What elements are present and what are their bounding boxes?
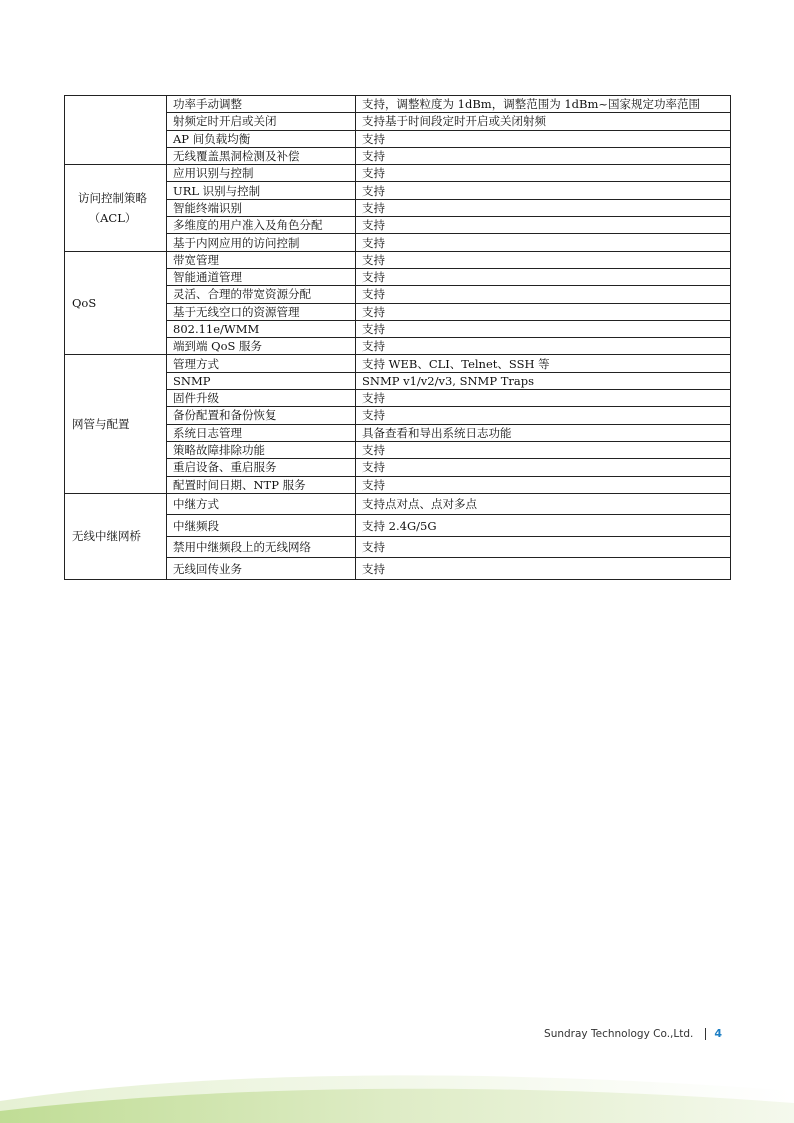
feature-cell: 管理方式 bbox=[167, 355, 356, 372]
company-name: Sundray Technology Co.,Ltd. bbox=[544, 1027, 694, 1040]
value-cell: 支持基于时间段定时开启或关闭射频 bbox=[356, 113, 731, 130]
category-cell bbox=[65, 96, 167, 165]
value-cell: 支持 2.4G/5G bbox=[356, 515, 731, 537]
value-cell: 支持 bbox=[356, 199, 731, 216]
value-cell: 具备查看和导出系统日志功能 bbox=[356, 424, 731, 441]
value-cell: 支持 bbox=[356, 147, 731, 164]
feature-cell: 策略故障排除功能 bbox=[167, 441, 356, 458]
category-cell: 无线中继网桥 bbox=[65, 493, 167, 579]
feature-cell: 重启设备、重启服务 bbox=[167, 459, 356, 476]
page-number: 4 bbox=[714, 1027, 722, 1040]
page-footer bbox=[544, 1027, 722, 1040]
footer-separator bbox=[705, 1028, 706, 1040]
category-cell: 访问控制策略（ACL） bbox=[65, 165, 167, 251]
category-cell: 网管与配置 bbox=[65, 355, 167, 493]
table-row bbox=[65, 165, 731, 182]
value-cell: 支持 bbox=[356, 390, 731, 407]
spec-table bbox=[64, 95, 731, 580]
table-row bbox=[65, 96, 731, 113]
feature-cell: 带宽管理 bbox=[167, 251, 356, 268]
value-cell: 支持 bbox=[356, 558, 731, 580]
feature-cell: 固件升级 bbox=[167, 390, 356, 407]
value-cell: SNMP v1/v2/v3, SNMP Traps bbox=[356, 372, 731, 389]
value-cell: 支持点对点、点对多点 bbox=[356, 493, 731, 515]
feature-cell: 多维度的用户准入及角色分配 bbox=[167, 217, 356, 234]
feature-cell: 配置时间日期、NTP 服务 bbox=[167, 476, 356, 493]
value-cell: 支持，调整粒度为 1dBm，调整范围为 1dBm~国家规定功率范围 bbox=[356, 96, 731, 113]
feature-cell: 备份配置和备份恢复 bbox=[167, 407, 356, 424]
value-cell: 支持 bbox=[356, 182, 731, 199]
value-cell: 支持 bbox=[356, 234, 731, 251]
value-cell: 支持 bbox=[356, 217, 731, 234]
feature-cell: AP 间负载均衡 bbox=[167, 130, 356, 147]
feature-cell: URL 识别与控制 bbox=[167, 182, 356, 199]
table-row bbox=[65, 251, 731, 268]
value-cell: 支持 bbox=[356, 536, 731, 558]
feature-cell: 基于无线空口的资源管理 bbox=[167, 303, 356, 320]
value-cell: 支持 bbox=[356, 459, 731, 476]
table-row bbox=[65, 493, 731, 515]
table-row bbox=[65, 355, 731, 372]
feature-cell: 端到端 QoS 服务 bbox=[167, 338, 356, 355]
feature-cell: 中继方式 bbox=[167, 493, 356, 515]
value-cell: 支持 bbox=[356, 407, 731, 424]
value-cell: 支持 bbox=[356, 165, 731, 182]
value-cell: 支持 bbox=[356, 251, 731, 268]
feature-cell: 灵活、合理的带宽资源分配 bbox=[167, 286, 356, 303]
feature-cell: 802.11e/WMM bbox=[167, 320, 356, 337]
feature-cell: 中继频段 bbox=[167, 515, 356, 537]
value-cell: 支持 bbox=[356, 268, 731, 285]
feature-cell: 禁用中继频段上的无线网络 bbox=[167, 536, 356, 558]
category-cell: QoS bbox=[65, 251, 167, 355]
feature-cell: 应用识别与控制 bbox=[167, 165, 356, 182]
feature-cell: 功率手动调整 bbox=[167, 96, 356, 113]
feature-cell: 无线回传业务 bbox=[167, 558, 356, 580]
value-cell: 支持 bbox=[356, 441, 731, 458]
feature-cell: 系统日志管理 bbox=[167, 424, 356, 441]
feature-cell: 基于内网应用的访问控制 bbox=[167, 234, 356, 251]
feature-cell: SNMP bbox=[167, 372, 356, 389]
feature-cell: 智能通道管理 bbox=[167, 268, 356, 285]
spec-table-body bbox=[65, 96, 731, 580]
feature-cell: 智能终端识别 bbox=[167, 199, 356, 216]
value-cell: 支持 bbox=[356, 303, 731, 320]
value-cell: 支持 bbox=[356, 320, 731, 337]
feature-cell: 射频定时开启或关闭 bbox=[167, 113, 356, 130]
footer-green-wave bbox=[0, 1063, 794, 1123]
value-cell: 支持 bbox=[356, 338, 731, 355]
value-cell: 支持 bbox=[356, 476, 731, 493]
value-cell: 支持 WEB、CLI、Telnet、SSH 等 bbox=[356, 355, 731, 372]
value-cell: 支持 bbox=[356, 286, 731, 303]
value-cell: 支持 bbox=[356, 130, 731, 147]
feature-cell: 无线覆盖黑洞检测及补偿 bbox=[167, 147, 356, 164]
